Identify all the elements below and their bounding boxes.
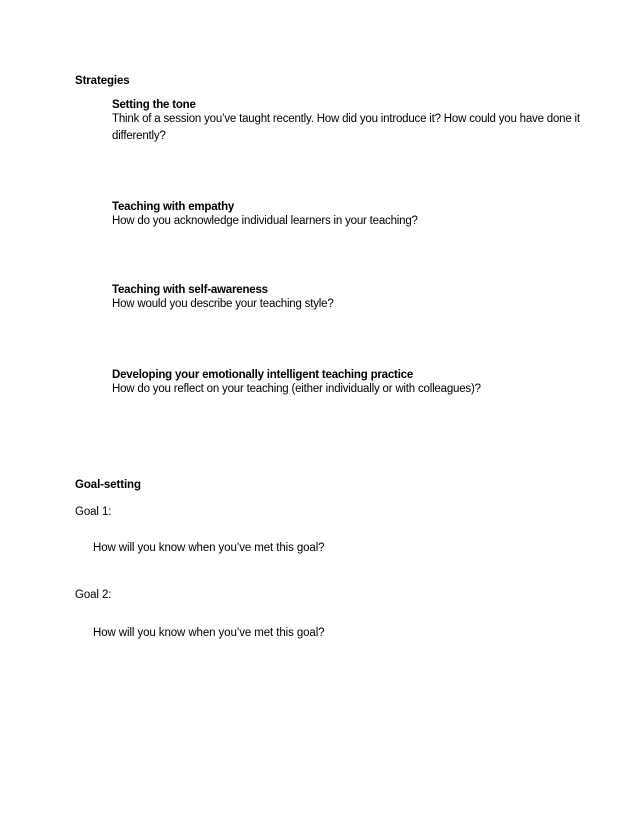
strategy-title: Teaching with empathy xyxy=(112,201,235,213)
strategies-heading: Strategies xyxy=(75,75,130,87)
strategy-teaching-with-self-awareness xyxy=(112,284,582,313)
strategy-prompt: How do you reflect on your teaching (either individually or with colleagues)? xyxy=(112,383,481,395)
strategy-title: Teaching with self-awareness xyxy=(112,284,268,296)
strategy-setting-the-tone xyxy=(112,99,582,145)
strategy-prompt: How would you describe your teaching style? xyxy=(112,298,334,310)
goal-setting-heading: Goal-setting xyxy=(75,479,141,491)
goal-2-label: Goal 2: xyxy=(75,589,112,601)
goal-1-label: Goal 1: xyxy=(75,506,112,518)
strategy-prompt: Think of a session you’ve taught recently. How did you introduce it? How could you have done it differently? xyxy=(112,113,580,142)
goal-2-question: How will you know when you’ve met this goal? xyxy=(93,627,325,639)
strategy-teaching-with-empathy xyxy=(112,201,582,230)
strategy-prompt: How do you acknowledge individual learners in your teaching? xyxy=(112,215,418,227)
strategy-title: Developing your emotionally intelligent teaching practice xyxy=(112,369,414,381)
strategy-developing-practice xyxy=(112,369,592,398)
strategy-title: Setting the tone xyxy=(112,99,196,111)
goal-1-question: How will you know when you’ve met this goal? xyxy=(93,542,325,554)
